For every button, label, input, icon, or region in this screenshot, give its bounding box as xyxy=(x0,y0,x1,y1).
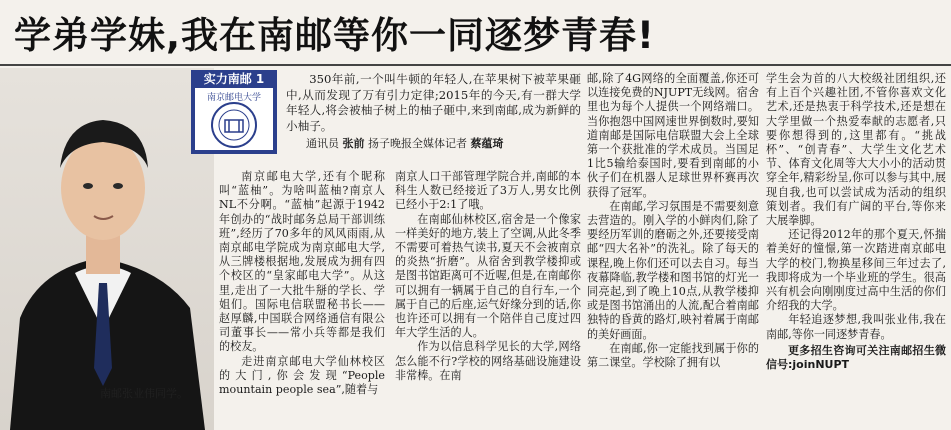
col3-paragraph: 邮,除了4G网络的全面覆盖,你还可以连接免费的NJUPT无线网。宿舍里也为每个人提供一个网络端口。当你抱怨中国网速世界倒数时,要知道南邮是国际电信联盟大会上全球第一个获批准的学术成员。当国足1比5输给泰国时,要看到南邮的小伙子们在机器人足球世界杯赛再次获得了冠军。 xyxy=(587,72,759,199)
column-1 xyxy=(219,170,385,397)
col4-paragraph: 年轻追逐梦想,我叫张业伟,我在南邮,等你一同逐梦青春。 xyxy=(766,313,946,341)
headline-rule xyxy=(0,64,951,66)
school-logo xyxy=(191,70,277,154)
col4-paragraph: 还记得2012年的那个夏天,怀揣着美好的憧憬,第一次踏进南京邮电大学的校门,物换星移间三年过去了,我即将成为一个毕业班的学生。很高兴有机会向刚刚度过高中生活的你们介绍我的大学。 xyxy=(766,228,946,313)
col3-paragraph: 在南邮,你一定能找到属于你的第二课堂。学校除了拥有以 xyxy=(587,341,759,370)
student-portrait-illustration xyxy=(0,68,214,430)
col1-paragraph: 南京邮电大学,还有个昵称叫“蓝柚”。为啥叫蓝柚?南京人NL不分啊。“蓝柚”起源于1942年创办的“战时邮务总局干部训练班”,经历了70多年的风风雨雨,从南京邮电学院成为南京邮电大学,从三牌楼根据地,发展成为拥有四个校区的“皇家邮电大学”。从这里,走出了一大批牛掰的学长、学姐们。国际电信联盟秘书长——赵厚麟,中国联合网络通信有限公司董事长——常小兵等都是我们的校友。 xyxy=(219,170,385,354)
col2-paragraph: 在南邮仙林校区,宿舍是一个像家一样美好的地方,装上了空调,从此冬季不需要可着热气读书,夏天不会被南京的炎热“折磨”。从宿舍到教学楼抑或是图书馆距离可不近喔,但是,在南邮你可以拥有一辆属于自己的自行车,一个属于自己的后座,运气好缘分到的话,你也许还可以拥有一个陪伴自己度过四年大学生活的人。 xyxy=(395,212,581,340)
seal-graphic xyxy=(195,88,273,150)
byline-author-2: 蔡蕴琦 xyxy=(470,137,504,150)
closing-contact-note: 更多招生咨询可关注南邮招生微信号:joinNUPT xyxy=(766,343,946,371)
col4-paragraph: 学生会为首的八大校级社团组织,还有上百个兴趣社团,不管你喜欢文化艺术,还是热衷于科学技术,还是想在大学里做一个热爱奉献的志愿者,只要你想得到的,这里都有。“挑战杯”、“创青春”、大学生文化艺术节、体育文化周等大大小小的活动贯穿全年,精彩纷呈,你可以参与其中,展现自我,也可以尝试成为活动的组织策划者。我们有广阔的平台,等你来大展拳脚。 xyxy=(766,72,946,228)
photo-caption: 南邮张业伟同学。 xyxy=(100,387,188,400)
university-seal-icon xyxy=(195,88,273,150)
logo-title-text: 实力南邮 xyxy=(203,72,252,86)
student-photo xyxy=(0,68,214,430)
byline-author-1: 张前 xyxy=(342,137,365,150)
column-3 xyxy=(587,72,759,370)
byline-prefix: 通讯员 xyxy=(306,137,339,150)
byline-middle: 扬子晚报全媒体记者 xyxy=(368,137,467,150)
col1-paragraph: 走进南京邮电大学仙林校区的大门,你会发现“People mountain people sea”,随着与 xyxy=(219,354,385,397)
intro-paragraph xyxy=(286,72,581,134)
intro-text: 350年前,一个叫牛顿的年轻人,在苹果树下被苹果砸中,从而发现了万有引力定律;2015年的今天,有一群大学年轻人,将会被柚子树上的柚子砸中,来到南邮,成为新鲜的小柚子。 xyxy=(286,72,581,133)
seal-school-name: 南京邮电大学 xyxy=(206,93,262,103)
col2-paragraph: 作为以信息科学见长的大学,网络怎么能不行?学校的网络基础设施建设非常棒。在南 xyxy=(395,340,581,382)
logo-title xyxy=(191,71,277,87)
col2-paragraph: 南京人口干部管理学院合并,南邮的本科生人数已经接近了3万人,男女比例已经小于2:1了哦。 xyxy=(395,170,581,212)
col3-paragraph: 在南邮,学习氛围是不需要刻意去营造的。刚入学的小鲜肉们,除了要经历军训的磨砺之外,还要接受南邮“四大名补”的洗礼。除了每天的课程,晚上你们还可以去自习。每当夜幕降临,教学楼和图书馆的灯光一同亮起,到了晚上10点,从教学楼抑或是图书馆涌出的人流,配合着南邮独特的昏黄的路灯,映衬着属于南邮的美好画面。 xyxy=(587,199,759,341)
logo-number: 1 xyxy=(255,72,265,86)
byline xyxy=(306,135,504,151)
column-4 xyxy=(766,72,946,372)
column-2 xyxy=(395,170,581,383)
headline: 学弟学妹,我在南邮等你一同逐梦青春! xyxy=(14,14,655,57)
